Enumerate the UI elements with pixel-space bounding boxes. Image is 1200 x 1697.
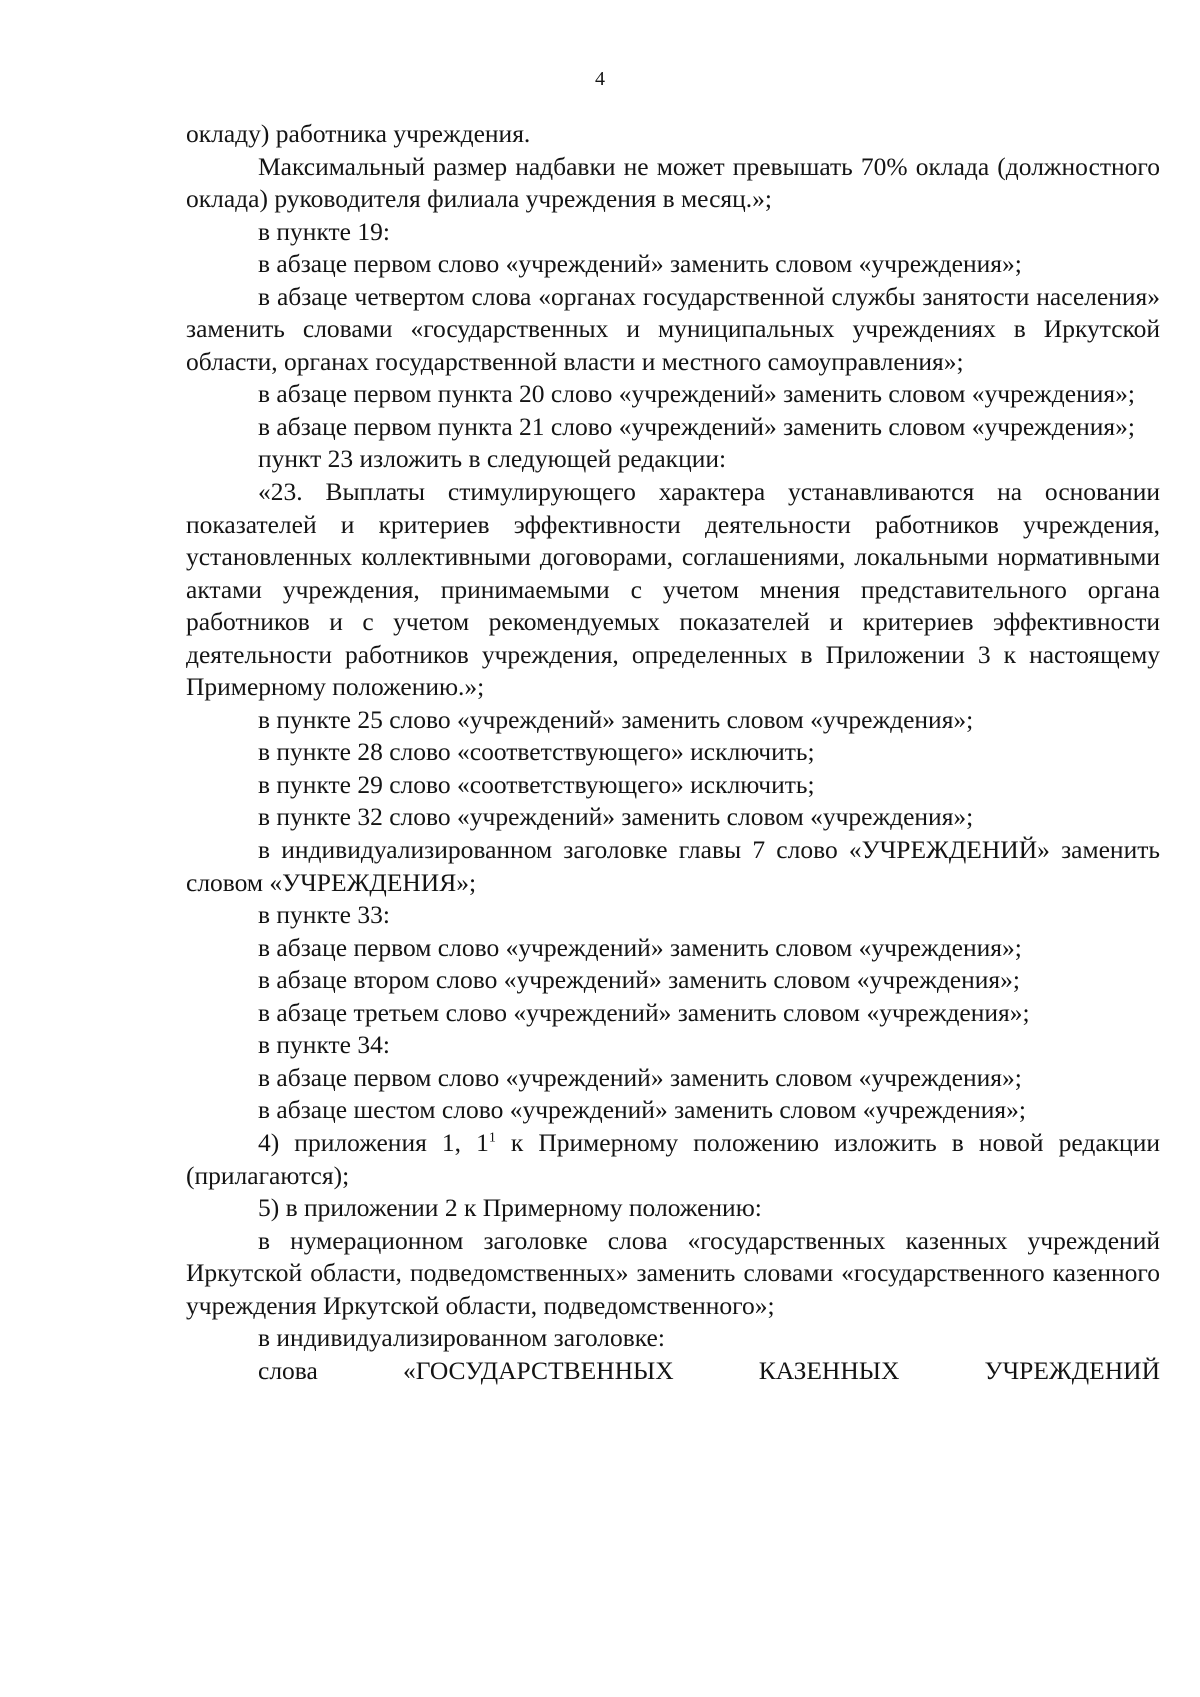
paragraph: в абзаце втором слово «учреждений» заменить словом «учреждения»; bbox=[258, 965, 1020, 995]
paragraph: 5) в приложении 2 к Примерному положению: bbox=[258, 1193, 762, 1223]
paragraph: пункт 23 изложить в следующей редакции: bbox=[258, 444, 727, 474]
paragraph: Максимальный размер надбавки не может превышать 70% оклада (должностного оклада) руководителя филиала учреждения в месяц.»; bbox=[186, 151, 1160, 214]
paragraph: в пункте 28 слово «соответствующего» исключить; bbox=[258, 737, 815, 767]
superscript: 1 bbox=[488, 1130, 496, 1146]
page-number: 4 bbox=[595, 68, 605, 90]
appendix-text-before: 4) приложения 1, 1 bbox=[258, 1127, 489, 1157]
paragraph: в пункте 19: bbox=[258, 216, 390, 246]
paragraph: в пункте 29 слово «соответствующего» исключить; bbox=[258, 769, 815, 799]
paragraph: в абзаце третьем слово «учреждений» заменить словом «учреждения»; bbox=[258, 997, 1030, 1027]
paragraph: в пункте 33: bbox=[258, 900, 390, 930]
paragraph: слова «ГОСУДАРСТВЕННЫХ КАЗЕННЫХ УЧРЕЖДЕНИЙ bbox=[258, 1355, 1160, 1385]
paragraph: в пункте 32 слово «учреждений» заменить словом «учреждения»; bbox=[258, 802, 974, 832]
paragraph: в абзаце четвертом слова «органах государственной службы занятости населения» заменить словами «государственных и муниципальных учреждениях в Иркутской области, органах государственной власти и местного самоуправления»; bbox=[186, 281, 1160, 376]
appendix-text-after: к Примерному положению изложить в новой редакции (прилагаются); bbox=[186, 1127, 1160, 1190]
document-body bbox=[186, 118, 1160, 1387]
paragraph: в абзаце первом слово «учреждений» заменить словом «учреждения»; bbox=[258, 932, 1022, 962]
paragraph: в нумерационном заголовке слова «государственных казенных учреждений Иркутской области, подведомственных» заменить словами «государственного казенного учреждения Иркутской области, подведомственного»; bbox=[186, 1225, 1160, 1320]
paragraph: в пункте 25 слово «учреждений» заменить словом «учреждения»; bbox=[258, 704, 974, 734]
paragraph: в абзаце первом пункта 21 слово «учреждений» заменить словом «учреждения»; bbox=[258, 411, 1135, 441]
paragraph: «23. Выплаты стимулирующего характера устанавливаются на основании показателей и критериев эффективности деятельности работников учреждения, установленных коллективными договорами, соглашениями, локальными нормативными актами учреждения, принимаемыми с учетом мнения представительного органа работников и с учетом рекомендуемых показателей и критериев эффективности деятельности работников учреждения, определенных в Приложении 3 к настоящему Примерному положению.»; bbox=[186, 477, 1160, 702]
paragraph: в пункте 34: bbox=[258, 1030, 390, 1060]
paragraph: окладу) работника учреждения. bbox=[186, 119, 531, 148]
paragraph: в абзаце первом пункта 20 слово «учреждений» заменить словом «учреждения»; bbox=[258, 379, 1135, 409]
paragraph: в абзаце первом слово «учреждений» заменить словом «учреждения»; bbox=[258, 1062, 1022, 1092]
paragraph: в абзаце первом слово «учреждений» заменить словом «учреждения»; bbox=[258, 249, 1022, 279]
paragraph: в индивидуализированном заголовке главы 7 слово «УЧРЕЖДЕНИЙ» заменить словом «УЧРЕЖДЕНИЯ»; bbox=[186, 835, 1160, 897]
paragraph: в абзаце шестом слово «учреждений» заменить словом «учреждения»; bbox=[258, 1095, 1026, 1125]
paragraph-appendix bbox=[186, 1127, 1160, 1192]
paragraph: в индивидуализированном заголовке: bbox=[258, 1323, 665, 1353]
